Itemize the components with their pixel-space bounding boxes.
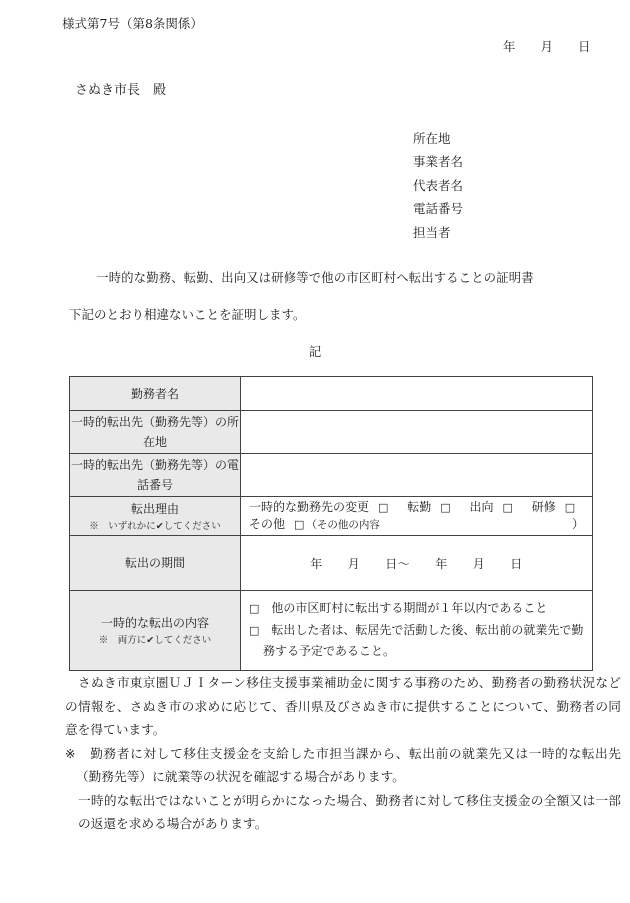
- caution-paragraph-1: [65, 742, 621, 789]
- transfer-reason-label: 転出理由: [130, 501, 179, 516]
- reason-options-line: [249, 499, 584, 516]
- form-number: 様式第7号（第8条関係）: [62, 16, 203, 31]
- reason-other-line: [249, 516, 584, 533]
- details-item-return-to-work: [249, 620, 584, 663]
- transfer-reason-note: ※ いずれかに✔してください: [89, 520, 221, 532]
- transfer-reason-value-cell: [241, 497, 593, 536]
- checkbox-icon: □: [378, 501, 389, 514]
- reason-option-shukko: [470, 500, 513, 514]
- checkbox-icon: □: [249, 623, 260, 637]
- reason-other-close-paren: ）: [571, 517, 584, 531]
- sender-field-contact-person: 担当者: [413, 224, 451, 240]
- temp-destination-phone-label-cell: [70, 454, 241, 497]
- document-title: 一時的な勤務、転勤、出向又は研修等で他の市区町村へ転出することの証明書: [96, 271, 534, 285]
- table-row: [70, 536, 593, 591]
- reason-option-kenshu: [532, 500, 575, 514]
- checkbox-icon: □: [564, 501, 576, 514]
- record-marker: 記: [308, 344, 322, 359]
- footer-notes: [65, 671, 621, 836]
- details-item-within-one-year: [249, 598, 584, 620]
- temp-destination-phone-value-cell: [241, 454, 593, 497]
- temp-destination-address-value-cell: [241, 411, 593, 454]
- reason-option-tenkin-label: 転勤: [407, 500, 432, 514]
- transfer-details-value-cell: [241, 591, 593, 671]
- reason-option-tenkin: [407, 500, 450, 514]
- transfer-details-label-cell: [70, 591, 241, 671]
- declaration-text: 下記のとおり相違ないことを証明します。: [69, 307, 306, 322]
- reason-other-detail-label: （その他の内容: [306, 519, 380, 531]
- reason-option-other: [249, 516, 380, 533]
- sender-field-business-name: 事業者名: [413, 154, 464, 170]
- details-item-return-to-work-text: 転出した者は、転居先で活動した後、転出前の就業先で勤務する予定であること。: [263, 622, 584, 659]
- addressee: さぬき市長 殿: [75, 83, 167, 98]
- table-row: [70, 591, 593, 671]
- worker-name-value-cell: [241, 377, 593, 411]
- table-row: [70, 377, 593, 411]
- temp-destination-address-label-cell: [70, 411, 241, 454]
- consent-paragraph: さぬき市東京圏ＵＪＩターン移住支援事業補助金に関する事務のため、勤務者の勤務状況などの情報を、さぬき市の求めに応じて、香川県及びさぬき市に提供することについて、勤務者の同意を得ています。: [65, 675, 621, 737]
- sender-field-phone-number: 電話番号: [413, 201, 464, 217]
- transfer-reason-label-cell: [70, 497, 241, 536]
- table-row: [70, 454, 593, 497]
- transfer-details-label: 一時的な転出の内容: [100, 616, 209, 630]
- certificate-table: [69, 376, 593, 671]
- temp-destination-address-label: 一時的転出先（勤務先等）の所在地: [71, 415, 240, 449]
- transfer-period-label-cell: [70, 536, 241, 591]
- reason-option-kenshu-label: 研修: [531, 500, 556, 514]
- transfer-period-label: 転出の期間: [124, 556, 185, 570]
- worker-name-label-cell: [70, 377, 241, 411]
- table-row: [70, 497, 593, 536]
- sender-field-location: 所在地: [413, 131, 451, 146]
- reason-option-shukko-label: 出向: [469, 500, 494, 514]
- issue-date-line: 年 月 日: [503, 39, 591, 54]
- sender-field-representative-name: 代表者名: [413, 177, 464, 193]
- checkbox-icon: □: [249, 602, 260, 616]
- caution-1-text: 勤務者に対して移住支援金を支給した市担当課から、転出前の就業先又は一時的な転出先（勤務先等）に就業等の状況を確認する場合があります。: [76, 745, 621, 784]
- reason-option-workplace-change-label: 一時的な勤務先の変更: [249, 500, 370, 514]
- sender-block: [413, 127, 463, 244]
- reference-mark: ※: [65, 745, 77, 761]
- reason-option-other-label: その他: [249, 517, 286, 531]
- worker-name-label: 勤務者名: [130, 386, 179, 401]
- checkbox-icon: □: [294, 518, 305, 531]
- transfer-details-note: ※ 両方に✔してください: [98, 635, 212, 646]
- transfer-period-value-cell: 年 月 日～ 年 月 日: [241, 536, 593, 591]
- checkbox-icon: □: [502, 501, 513, 514]
- checkbox-icon: □: [440, 501, 451, 514]
- reason-option-workplace-change: [249, 500, 388, 514]
- caution-paragraph-2: 一時的な転出ではないことが明らかになった場合、勤務者に対して移住支援金の全額又は一部の返還を求める場合があります。: [78, 792, 621, 831]
- temp-destination-phone-label: 一時的転出先（勤務先等）の電話番号: [71, 458, 240, 492]
- details-item-within-one-year-text: 他の市区町村に転出する期間が１年以内であること: [271, 601, 548, 616]
- table-row: [70, 411, 593, 454]
